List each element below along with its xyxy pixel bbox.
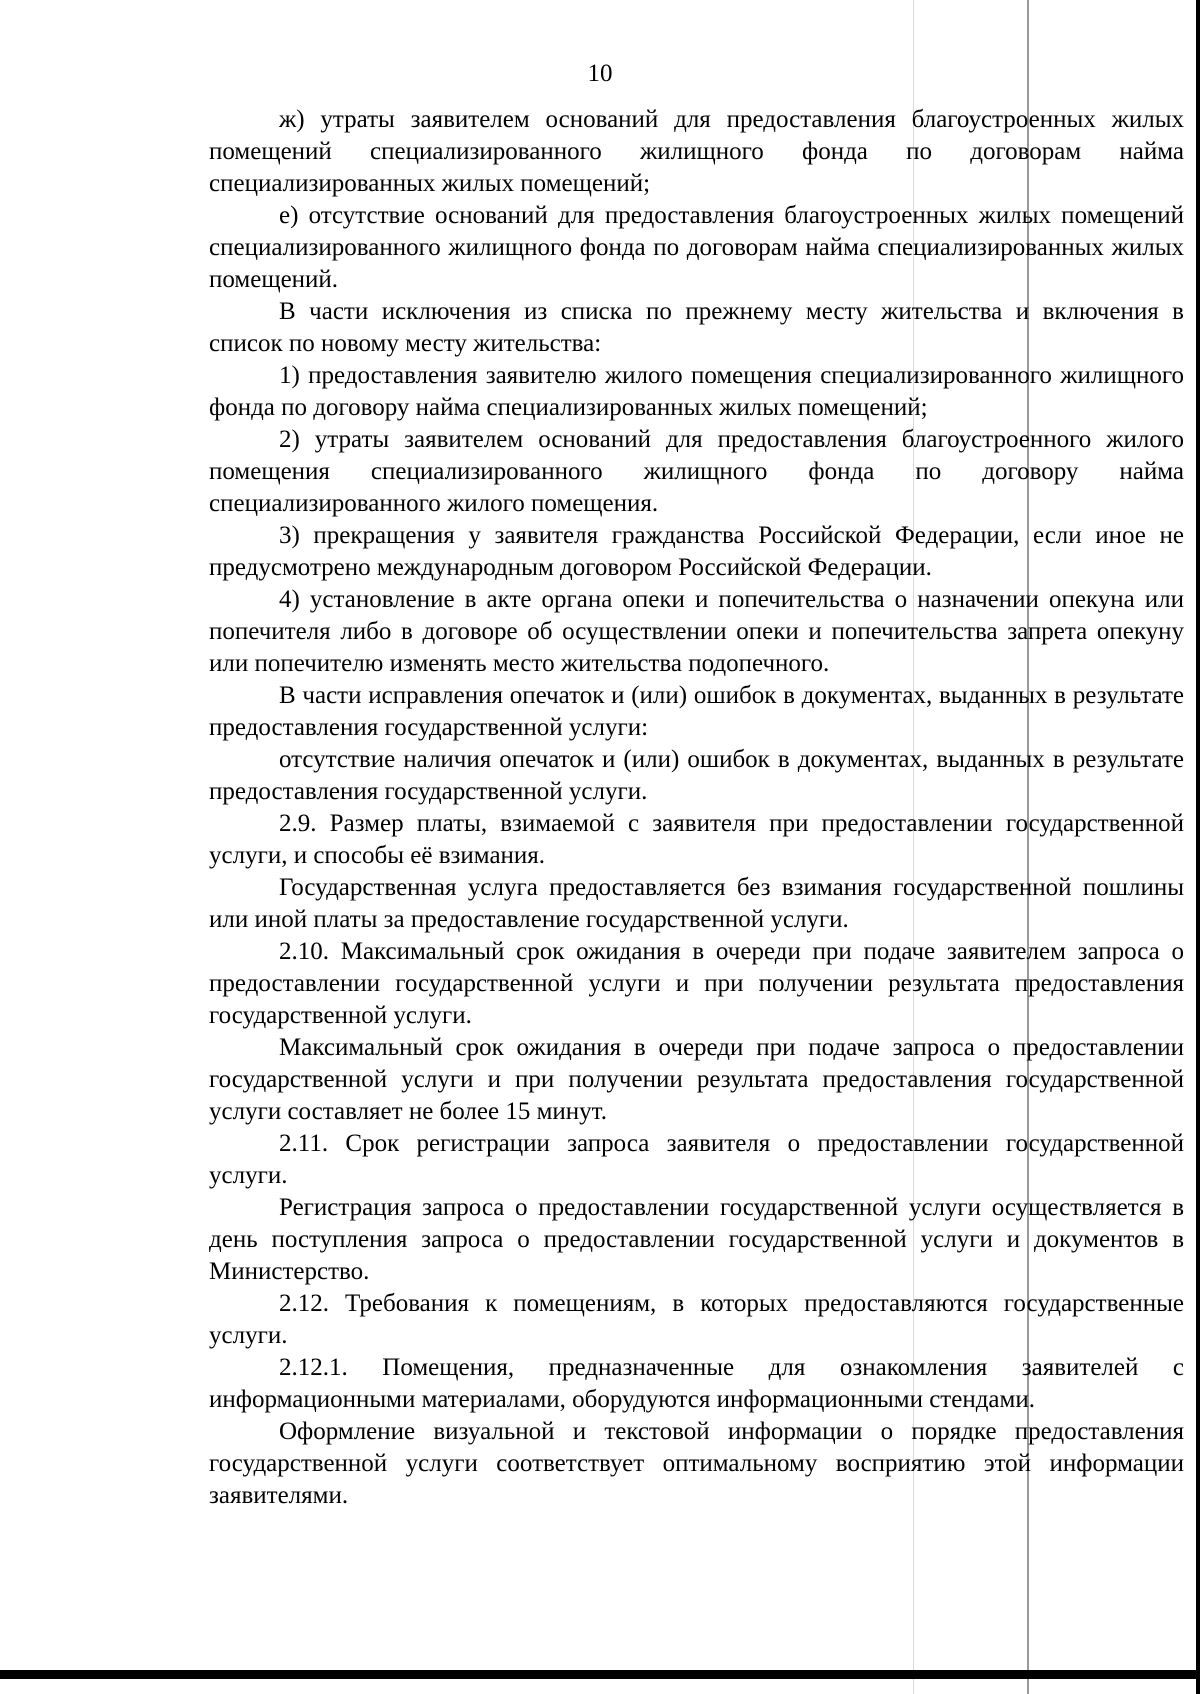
section-2-9-text: Государственная услуга предоставляется без взимания государственной пошлины или иной платы за предоставление государственной услуги. [209,874,1184,933]
section-2-12-1-design-text: Оформление визуальной и текстовой информации о порядке предоставления государственной услуги соответствует оптимальному восприятию этой информации заявителями. [209,1418,1184,1509]
section-2-12-1-text: 2.12.1. Помещения, предназначенные для ознакомления заявителей с информационными материалами, оборудуются информационными стендами. [209,1354,1184,1413]
scan-border-bottom [0,1670,1200,1679]
section-2-10-heading: 2.10. Максимальный срок ожидания в очереди при подаче заявителем запроса о предоставлении государственной услуги и при получении результата предоставления государственной услуги. [209,938,1184,1029]
paragraph-corrections-intro: В части исправления опечаток и (или) ошибок в документах, выданных в результате предоставления государственной услуги: [209,682,1184,741]
paragraph-item-2: 2) утраты заявителем оснований для предоставления благоустроенного жилого помещения специализированного жилищного фонда по договору найма специализированного жилого помещения. [209,426,1184,517]
paragraph-item-3: 3) прекращения у заявителя гражданства Российской Федерации, если иное не предусмотрено международным договором Российской Федерации. [209,522,1184,581]
paragraph-zh: ж) утраты заявителем оснований для предоставления благоустроенных жилых помещений специализированного жилищного фонда по договорам найма специализированных жилых помещений; [209,106,1184,197]
paragraph-item-1: 1) предоставления заявителю жилого помещения специализированного жилищного фонда по договору найма специализированных жилых помещений; [209,362,1184,421]
section-2-12-heading: 2.12. Требования к помещениям, в которых предоставляются государственные услуги. [209,1290,1184,1349]
section-2-10-text: Максимальный срок ожидания в очереди при подаче запроса о предоставлении государственной услуги и при получении результата предоставления государственной услуги составляет не более 15 минут. [209,1034,1184,1125]
paragraph-item-4: 4) установление в акте органа опеки и попечительства о назначении опекуна или попечителя либо в договоре об осуществлении опеки и попечительства запрета опекуну или попечителю изменять место жительства подопечного. [209,586,1184,677]
section-2-9-heading: 2.9. Размер платы, взимаемой с заявителя при предоставлении государственной услуги, и способы её взимания. [209,810,1184,869]
paragraph-e: е) отсутствие оснований для предоставления благоустроенных жилых помещений специализированного жилищного фонда по договорам найма специализированных жилых помещений. [209,202,1184,293]
paragraph-corrections-ground: отсутствие наличия опечаток и (или) ошибок в документах, выданных в результате предоставления государственной услуги. [209,746,1184,805]
section-2-11-heading: 2.11. Срок регистрации запроса заявителя о предоставлении государственной услуги. [209,1130,1184,1189]
section-2-11-text: Регистрация запроса о предоставлении государственной услуги осуществляется в день поступления запроса о предоставлении государственной услуги и документов в Министерство. [209,1194,1184,1285]
page-number: 10 [587,60,613,87]
scan-border-right [1196,0,1200,1694]
document-body [209,104,1184,1512]
paragraph-relocation-intro: В части исключения из списка по прежнему месту жительства и включения в список по новому месту жительства: [209,298,1184,357]
